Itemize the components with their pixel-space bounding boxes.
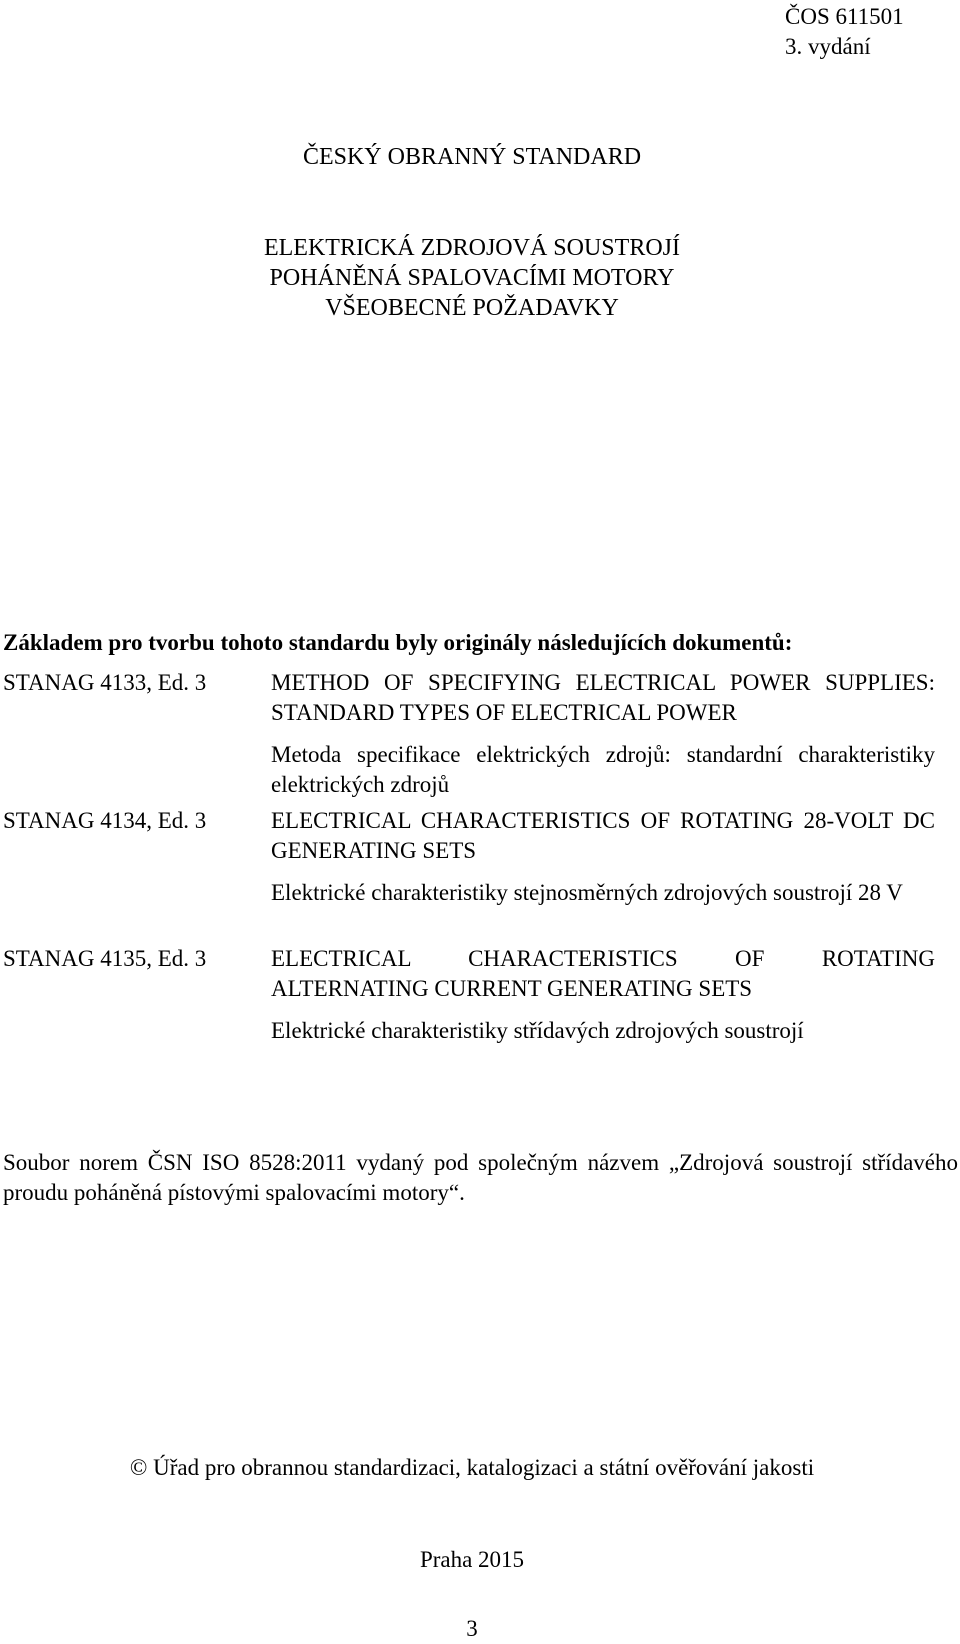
reference-title-cz-3: Elektrické charakteristiky střídavých zdrojových soustrojí: [271, 1018, 804, 1043]
reference-title-cz-2: Elektrické charakteristiky stejnosměrných zdrojových soustrojí 28 V: [271, 880, 903, 905]
standard-type-heading: ČESKÝ OBRANNÝ STANDARD: [302, 144, 642, 170]
document-edition: 3. vydání: [785, 34, 871, 59]
basis-documents-heading: Základem pro tvorbu tohoto standardu byly originály následujících dokumentů:: [3, 630, 793, 655]
reference-title-en-1: METHOD OF SPECIFYING ELECTRICAL POWER SUPPLIES: STANDARD TYPES OF ELECTRICAL POWER: [271, 670, 935, 725]
standard-title: [0, 233, 944, 323]
reference-titles-1: [271, 668, 935, 800]
reference-title-en-3: ELECTRICAL CHARACTERISTICS OF ROTATING ALTERNATING CURRENT GENERATING SETS: [271, 946, 935, 1001]
standard-title-line-2: POHÁNĚNÁ SPALOVACÍMI MOTORY: [269, 265, 675, 291]
place-and-year: Praha 2015: [419, 1547, 525, 1572]
reference-code-1: STANAG 4133, Ed. 3: [3, 670, 207, 695]
reference-title-en-2: ELECTRICAL CHARACTERISTICS OF ROTATING 28-VOLT DC GENERATING SETS: [271, 808, 935, 863]
standard-set-note: Soubor norem ČSN ISO 8528:2011 vydaný pod společným názvem „Zdrojová soustrojí střídavého proudu poháněná pístovými spalovacími motory“.: [3, 1150, 958, 1205]
reference-title-cz-1: Metoda specifikace elektrických zdrojů: standardní charakteristiky elektrických zdrojů: [271, 742, 935, 797]
standard-title-line-1: ELEKTRICKÁ ZDROJOVÁ SOUSTROJÍ: [263, 235, 680, 261]
reference-code-2: STANAG 4134, Ed. 3: [3, 808, 207, 833]
copyright-notice: © Úřad pro obrannou standardizaci, katalogizaci a státní ověřování jakosti: [129, 1455, 815, 1480]
reference-titles-2: [271, 806, 935, 908]
page-number: 3: [466, 1616, 478, 1641]
standard-title-line-3: VŠEOBECNÉ POŽADAVKY: [325, 295, 619, 321]
document-number: ČOS 611501: [785, 4, 904, 29]
reference-code-3: STANAG 4135, Ed. 3: [3, 946, 207, 971]
document-identifier: [785, 2, 904, 62]
reference-titles-3: [271, 944, 935, 1046]
